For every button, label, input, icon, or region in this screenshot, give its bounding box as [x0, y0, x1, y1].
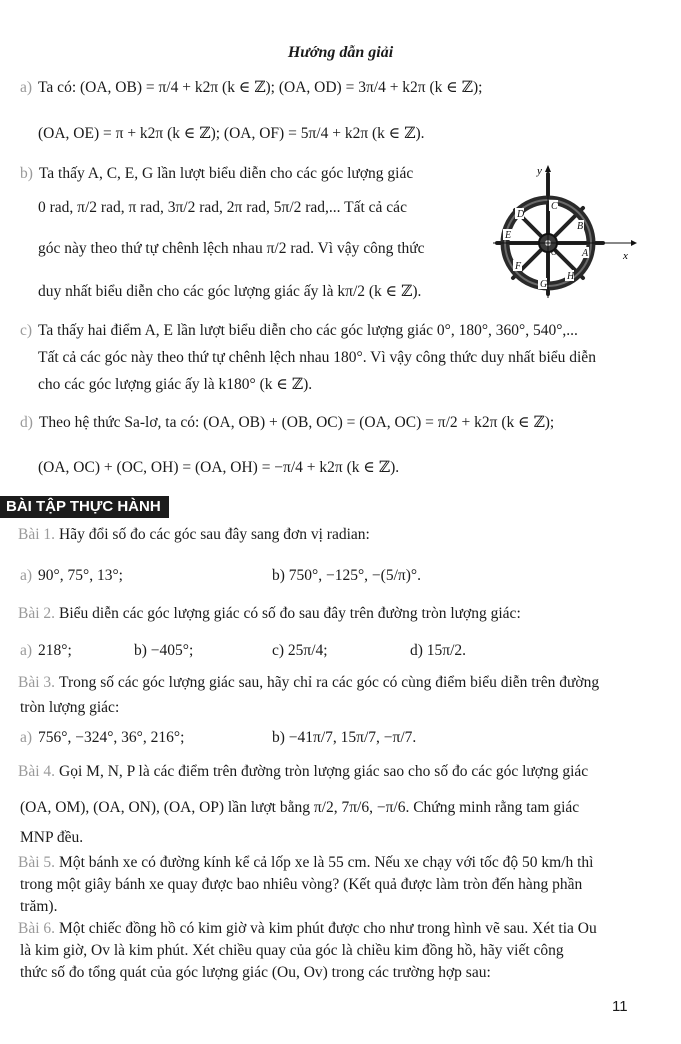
exercise-1-b-text: 750°, −125°, −(5/π)°.: [288, 567, 421, 584]
exercise-2-a-label: a): [20, 642, 33, 659]
part-c-line-1: [20, 323, 578, 339]
exercise-4-line-1: [18, 764, 588, 780]
point-E-label: E: [505, 230, 512, 241]
exercise-2-d: [410, 643, 466, 659]
exercise-2-number: Bài 2.: [18, 605, 56, 622]
exercise-6-number: Bài 6.: [18, 920, 56, 937]
exercise-2-c-text: 25π/4;: [287, 642, 328, 659]
exercise-6-text-1: Một chiếc đồng hồ có kim giờ và kim phút được cho như trong hình vẽ sau. Xét tia Ou: [59, 920, 597, 937]
exercise-2-d-label: d): [410, 642, 423, 659]
exercise-2-c-label: c): [272, 642, 285, 659]
y-axis-label: y: [537, 165, 542, 177]
part-c-line-3: cho các góc lượng giác ấy là k180° (k ∈ ℤ).: [38, 376, 313, 393]
part-a-line-2: (OA, OE) = π + k2π (k ∈ ℤ); (OA, OF) = 5π/4 + k2π (k ∈ ℤ).: [38, 125, 425, 142]
exercise-5-line-2: trong một giây bánh xe quay được bao nhiêu vòng? (Kết quả được làm tròn đến hàng phần: [20, 876, 583, 893]
part-d-label: d): [20, 414, 33, 431]
part-a-line-1: [20, 80, 482, 96]
page-number: 11: [612, 998, 628, 1015]
exercise-3-text-1: Trong số các góc lượng giác sau, hãy chỉ ra các góc có cùng điểm biểu diễn trên đường: [59, 674, 600, 691]
part-b-line-1: [20, 166, 413, 182]
point-G-label: G: [540, 279, 548, 290]
exercise-1-b: [272, 568, 421, 584]
exercise-1-a: [20, 568, 123, 584]
exercise-3-line-2: tròn lượng giác:: [20, 699, 120, 716]
y-axis-arrow: [545, 165, 551, 172]
point-F-label: F: [515, 261, 522, 272]
exercise-3-a-text: 756°, −324°, 36°, 216°;: [38, 729, 185, 746]
part-b-line-3: góc này theo thứ tự chênh lệch nhau π/2 rad. Vì vậy công thức: [38, 240, 425, 257]
exercise-3-a-label: a): [20, 729, 33, 746]
solution-heading: Hướng dẫn giải: [287, 44, 394, 61]
exercise-3-b-text: −41π/7, 15π/7, −π/7.: [288, 729, 417, 746]
part-a-label: a): [20, 79, 33, 96]
point-A-label: A: [582, 248, 589, 259]
part-d-text-1: Theo hệ thức Sa-lơ, ta có: (OA, OB) + (OB, OC) = (OA, OC) = π/2 + k2π (k ∈ ℤ);: [38, 414, 555, 431]
exercise-2-a: [20, 643, 72, 659]
exercise-5-line-1: [18, 855, 594, 871]
exercise-2-prompt: [18, 606, 521, 622]
exercise-3-a: [20, 730, 184, 746]
exercise-2-b: [134, 643, 193, 659]
exercise-2-b-text: −405°;: [150, 642, 194, 659]
center-O-label: O: [551, 248, 557, 257]
exercise-5-line-3: trăm).: [20, 898, 58, 915]
part-c-text-1: Ta thấy hai điểm A, E lần lượt biểu diễn cho các góc lượng giác 0°, 180°, 360°, 540°,...: [38, 322, 578, 339]
point-B-label: B: [577, 221, 584, 232]
exercise-6-line-3: thức số đo tổng quát của góc lượng giác (Ou, Ov) trong các trường hợp sau:: [20, 964, 491, 981]
exercise-1-a-label: a): [20, 567, 33, 584]
part-b-line-4: duy nhất biểu diễn cho các góc lượng giác ấy là kπ/2 (k ∈ ℤ).: [38, 283, 422, 300]
point-D-label: D: [517, 209, 525, 220]
exercise-2-text: Biểu diễn các góc lượng giác có số đo sau đây trên đường tròn lượng giác:: [59, 605, 521, 622]
exercise-1-prompt: [18, 527, 370, 543]
exercise-6-line-2: là kim giờ, Ov là kim phút. Xét chiều quay của góc là chiều kim đồng hồ, hãy viết công: [20, 942, 564, 959]
part-b-line-2: 0 rad, π/2 rad, π rad, 3π/2 rad, 2π rad, 5π/2 rad,... Tất cả các: [38, 199, 407, 216]
point-H-label: H: [567, 271, 575, 282]
section-title-practice: BÀI TẬP THỰC HÀNH: [0, 496, 169, 518]
ship-wheel-figure: [491, 162, 639, 300]
exercise-6-line-1: [18, 921, 597, 937]
point-C-label: C: [551, 201, 558, 212]
exercise-2-a-text: 218°;: [38, 642, 72, 659]
exercise-1-a-text: 90°, 75°, 13°;: [38, 567, 123, 584]
part-c-line-2: Tất cả các góc này theo thứ tự chênh lệch nhau 180°. Vì vậy công thức duy nhất biểu diễn: [38, 349, 596, 366]
part-d-line-1: [20, 415, 554, 431]
part-a-text-1: Ta có: (OA, OB) = π/4 + k2π (k ∈ ℤ); (OA, OD) = 3π/4 + k2π (k ∈ ℤ);: [38, 79, 483, 96]
part-b-text-1: Ta thấy A, C, E, G lần lượt biểu diễn cho các góc lượng giác: [38, 165, 414, 182]
exercise-4-text-1: Gọi M, N, P là các điểm trên đường tròn lượng giác sao cho số đo các góc lượng giác: [59, 763, 589, 780]
exercise-4-line-3: MNP đều.: [20, 829, 84, 846]
part-b-label: b): [20, 165, 33, 182]
exercise-3-line-1: [18, 675, 599, 691]
exercise-3-b-label: b): [272, 729, 285, 746]
x-axis-arrow: [631, 240, 637, 246]
exercise-2-b-label: b): [134, 642, 147, 659]
x-axis-label: x: [623, 250, 628, 262]
exercise-1-b-label: b): [272, 567, 285, 584]
part-d-line-2: (OA, OC) + (OC, OH) = (OA, OH) = −π/4 + k2π (k ∈ ℤ).: [38, 459, 400, 476]
exercise-2-d-text: 15π/2.: [426, 642, 467, 659]
exercise-4-line-2: (OA, OM), (OA, ON), (OA, OP) lần lượt bằng π/2, 7π/6, −π/6. Chứng minh rằng tam giác: [20, 799, 580, 816]
exercise-3-number: Bài 3.: [18, 674, 56, 691]
exercise-2-c: [272, 643, 328, 659]
part-c-label: c): [20, 322, 33, 339]
exercise-5-number: Bài 5.: [18, 854, 56, 871]
exercise-4-number: Bài 4.: [18, 763, 56, 780]
exercise-1-text: Hãy đổi số đo các góc sau đây sang đơn vị radian:: [59, 526, 370, 543]
exercise-5-text-1: Một bánh xe có đường kính kể cả lốp xe là 55 cm. Nếu xe chạy với tốc độ 50 km/h thì: [59, 854, 594, 871]
exercise-3-b: [272, 730, 416, 746]
exercise-1-number: Bài 1.: [18, 526, 56, 543]
